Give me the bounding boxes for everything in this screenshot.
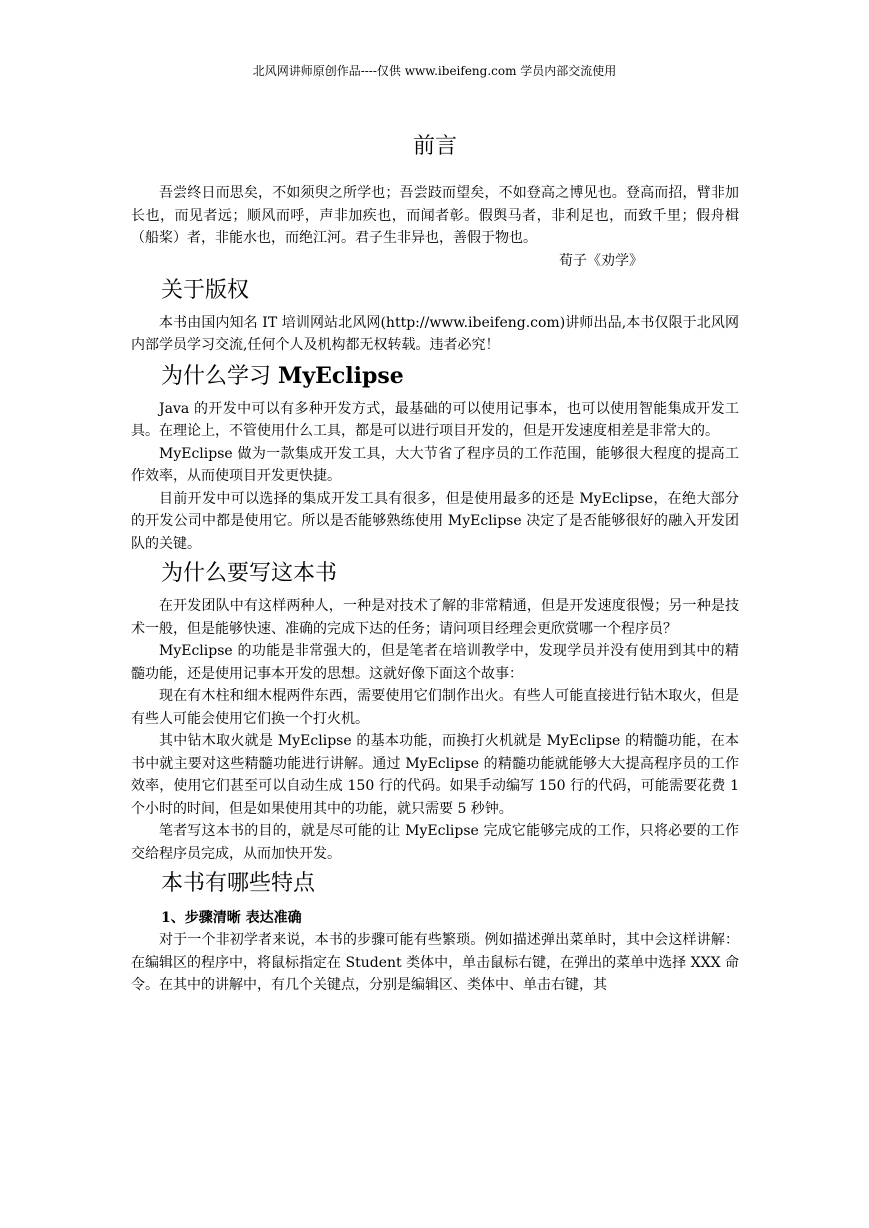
feature-subheading-1: 1、步骤清晰 表达准确 — [161, 910, 302, 926]
why-learn-paragraph-3: 目前开发中可以选择的集成开发工具有很多，但是使用最多的还是 MyEclipse，在绝大部分的开发公司中都是使用它。所以是否能够熟练使用 MyEclipse 决定了是否能够很好的融入开发团队的关键。 — [131, 490, 739, 552]
document-body — [131, 130, 739, 997]
why-write-paragraph-2: MyEclipse 的功能是非常强大的，但是笔者在培训教学中，发现学员并没有使用到其中的精髓功能，还是使用记事本开发的思想。这就好像下面这个故事： — [131, 643, 739, 682]
heading-why-learn-product: MyEclipse — [278, 362, 404, 389]
why-write-paragraph-4: 其中钻木取火就是 MyEclipse 的基本功能，而换打火机就是 MyEclipse 的精髓功能，在本书中就主要对这些精髓功能进行讲解。通过 MyEclipse 的精髓功能就能够大大提高程序员的工作效率，使用它们甚至可以自动生成 150 行的代码。如果手动编写 150 行的代码，可能需要花费 1 个小时的时间，但是如果使用其中的功能，就只需要 5 秒钟。 — [131, 733, 739, 817]
why-learn-paragraph-1: Java 的开发中可以有多种开发方式，最基础的可以使用记事本，也可以使用智能集成开发工具。在理论上，不管使用什么工具，都是可以进行项目开发的，但是开发速度相差是非常大的。 — [131, 400, 739, 439]
page-header: 北风网讲师原创作品----仅供 www.ibeifeng.com 学员内部交流使用 — [252, 64, 617, 78]
why-write-paragraph-3: 现在有木柱和细木棍两件东西，需要使用它们制作出火。有些人可能直接进行钻木取火，但是有些人可能会使用它们换一个打火机。 — [131, 688, 739, 727]
quote-attribution: 荀子《劝学》 — [559, 252, 643, 269]
copyright-paragraph-1: 本书由国内知名 IT 培训网站北风网(http://www.ibeifeng.com)讲师出品,本书仅限于北风网内部学员学习交流,任何个人及机构都无权转载。违者必究！ — [131, 314, 739, 353]
heading-why-learn-prefix: 为什么学习 — [161, 363, 278, 389]
heading-why-learn — [161, 361, 739, 392]
heading-copyright: 关于版权 — [161, 277, 250, 303]
why-write-paragraph-5: 笔者写这本书的目的，就是尽可能的让 MyEclipse 完成它能够完成的工作，只将必要的工作交给程序员完成，从而加快开发。 — [131, 823, 739, 862]
features-paragraph-1: 对于一个非初学者来说，本书的步骤可能有些繁琐。例如描述弹出菜单时，其中会这样讲解：在编辑区的程序中，将鼠标指定在 Student 类体中，单击鼠标右键，在弹出的菜单中选择 XXX 命令。在其中的讲解中，有几个关键点，分别是编辑区、类体中、单击右键，其 — [131, 932, 739, 993]
heading-features: 本书有哪些特点 — [161, 871, 316, 896]
why-learn-paragraph-2: MyEclipse 做为一款集成开发工具，大大节省了程序员的工作范围，能够很大程度的提高工作效率，从而使项目开发更快捷。 — [131, 445, 739, 484]
why-write-paragraph-1: 在开发团队中有这样两种人，一种是对技术了解的非常精通，但是开发速度很慢；另一种是技术一般，但是能够快速、准确的完成下达的任务；请问项目经理会更欣赏哪一个程序员？ — [131, 598, 739, 637]
heading-why-write: 为什么要写这本书 — [161, 561, 338, 586]
page-title: 前言 — [412, 134, 457, 159]
preface-quote: 吾尝终日而思矣，不如须臾之所学也；吾尝跂而望矣，不如登高之博见也。登高而招，臂非加长也，而见者远；顺风而呼，声非加疾也，而闻者彰。假舆马者，非利足也，而致千里；假舟楫（船桨）者，非能水也，而绝江河。君子生非异也，善假于物也。 — [131, 185, 739, 246]
